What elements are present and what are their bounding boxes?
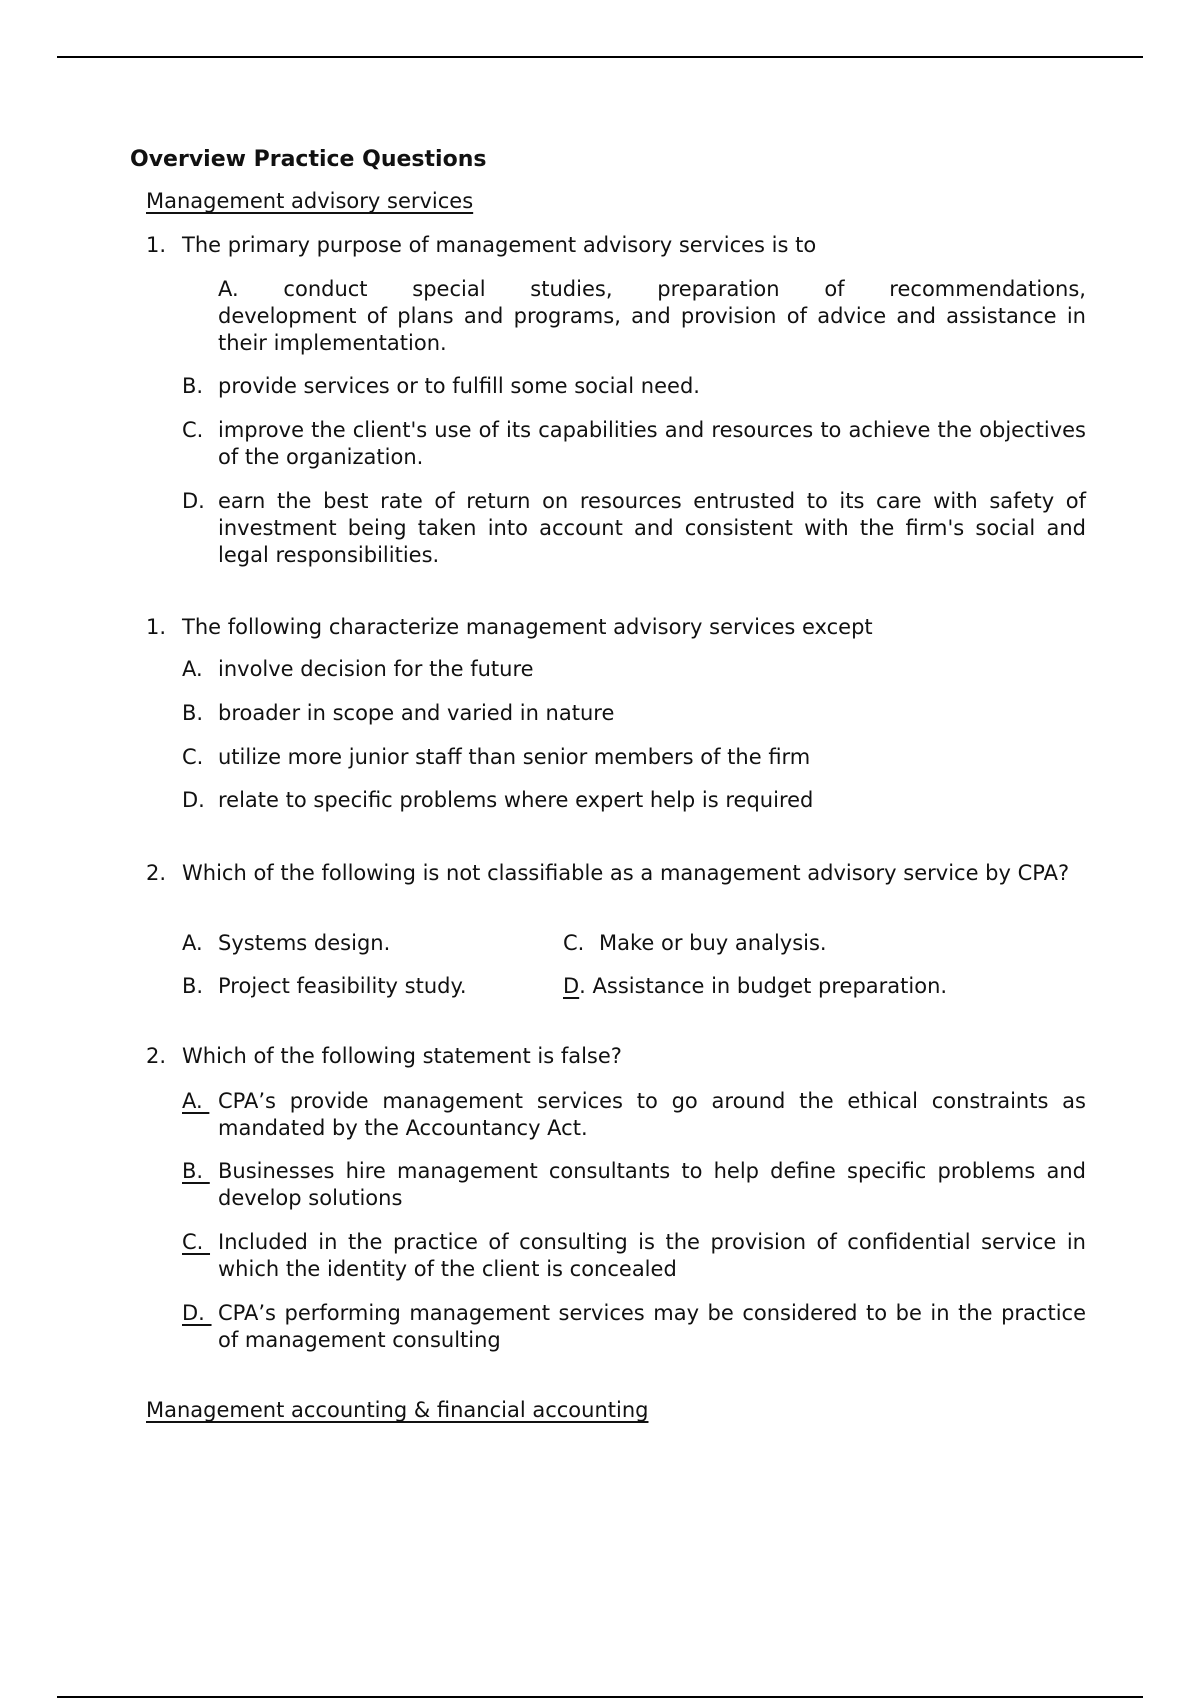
option-text: provide services or to fulfill some social need.	[218, 374, 700, 398]
question-3-option-c	[563, 930, 827, 957]
option-letter: C.	[182, 745, 204, 769]
option-text: Businesses hire management consultants to help define specific problems and develop solutions	[218, 1159, 1086, 1210]
question-4	[146, 1043, 1086, 1070]
option-text: Make or buy analysis.	[599, 931, 827, 955]
question-number: 1.	[146, 615, 167, 639]
option-text: . Assistance in budget preparation.	[579, 974, 948, 998]
question-4-option-b	[182, 1158, 1086, 1212]
question-1	[146, 232, 1086, 259]
option-letter: C.	[182, 418, 204, 442]
question-text: Which of the following is not classifiable as a management advisory service by CPA?	[182, 861, 1070, 885]
question-2	[146, 614, 1086, 641]
option-text: CPA’s performing management services may be considered to be in the practice of management consulting	[218, 1301, 1086, 1352]
question-2-option-d	[182, 787, 1086, 814]
option-text: Systems design.	[218, 931, 391, 955]
top-rule	[57, 56, 1143, 58]
question-1-option-c	[182, 417, 1086, 471]
question-1-option-d	[182, 488, 1086, 569]
option-letter: A.	[182, 657, 203, 681]
option-text: earn the best rate of return on resources entrusted to its care with safety of investment being taken into account and consistent with the firm's social and legal responsibilities.	[218, 489, 1086, 567]
option-text: utilize more junior staff than senior members of the firm	[218, 745, 811, 769]
option-text: relate to specific problems where expert help is required	[218, 788, 814, 812]
option-letter: C.	[182, 1230, 211, 1254]
bottom-rule	[57, 1696, 1143, 1698]
option-text: conduct special studies, preparation of recommendations,	[283, 277, 1086, 301]
option-letter: D.	[182, 788, 205, 812]
question-3-option-a	[182, 930, 390, 957]
option-letter: B.	[182, 701, 204, 725]
question-text: The following characterize management advisory services except	[182, 615, 873, 639]
question-3	[146, 860, 1086, 887]
question-3-option-b	[182, 973, 467, 1000]
question-1-option-b	[182, 373, 1086, 400]
option-letter: B.	[182, 1159, 210, 1183]
question-number: 2.	[146, 1044, 167, 1068]
section-heading-accounting: Management accounting & financial accounting	[146, 1398, 649, 1422]
question-1-option-a	[218, 276, 1086, 357]
page-title: Overview Practice Questions	[130, 147, 487, 172]
question-4-option-a	[182, 1088, 1086, 1142]
option-text-continued: development of plans and programs, and provision of advice and assistance in their implementation.	[218, 304, 1086, 355]
option-text: improve the client's use of its capabilities and resources to achieve the objectives of the organization.	[218, 418, 1086, 469]
option-a-first-line	[218, 276, 1086, 303]
question-3-option-d	[563, 973, 947, 1000]
option-letter: B.	[182, 374, 204, 398]
option-letter: A.	[182, 931, 203, 955]
option-letter: D.	[182, 1301, 212, 1325]
option-text: Project feasibility study.	[218, 974, 467, 998]
question-2-option-a	[182, 656, 1086, 683]
question-text: Which of the following statement is false?	[182, 1044, 622, 1068]
option-letter: B.	[182, 974, 204, 998]
question-text: The primary purpose of management advisory services is to	[182, 233, 817, 257]
question-number: 1.	[146, 233, 167, 257]
question-number: 2.	[146, 861, 167, 885]
question-2-option-c	[182, 744, 1086, 771]
option-letter-answer: D	[563, 974, 580, 998]
option-text: CPA’s provide management services to go around the ethical constraints as mandated by the Accountancy Act.	[218, 1089, 1086, 1140]
question-4-option-d	[182, 1300, 1086, 1354]
option-letter: A.	[218, 277, 239, 301]
option-text: involve decision for the future	[218, 657, 534, 681]
question-4-option-c	[182, 1229, 1086, 1283]
option-letter: D.	[182, 489, 205, 513]
question-2-option-b	[182, 700, 1086, 727]
option-letter: C.	[563, 931, 585, 955]
section-heading-mas: Management advisory services	[146, 189, 474, 213]
option-letter: A.	[182, 1089, 210, 1113]
option-text: Included in the practice of consulting is the provision of confidential service in which the identity of the client is concealed	[218, 1230, 1086, 1281]
option-text: broader in scope and varied in nature	[218, 701, 615, 725]
